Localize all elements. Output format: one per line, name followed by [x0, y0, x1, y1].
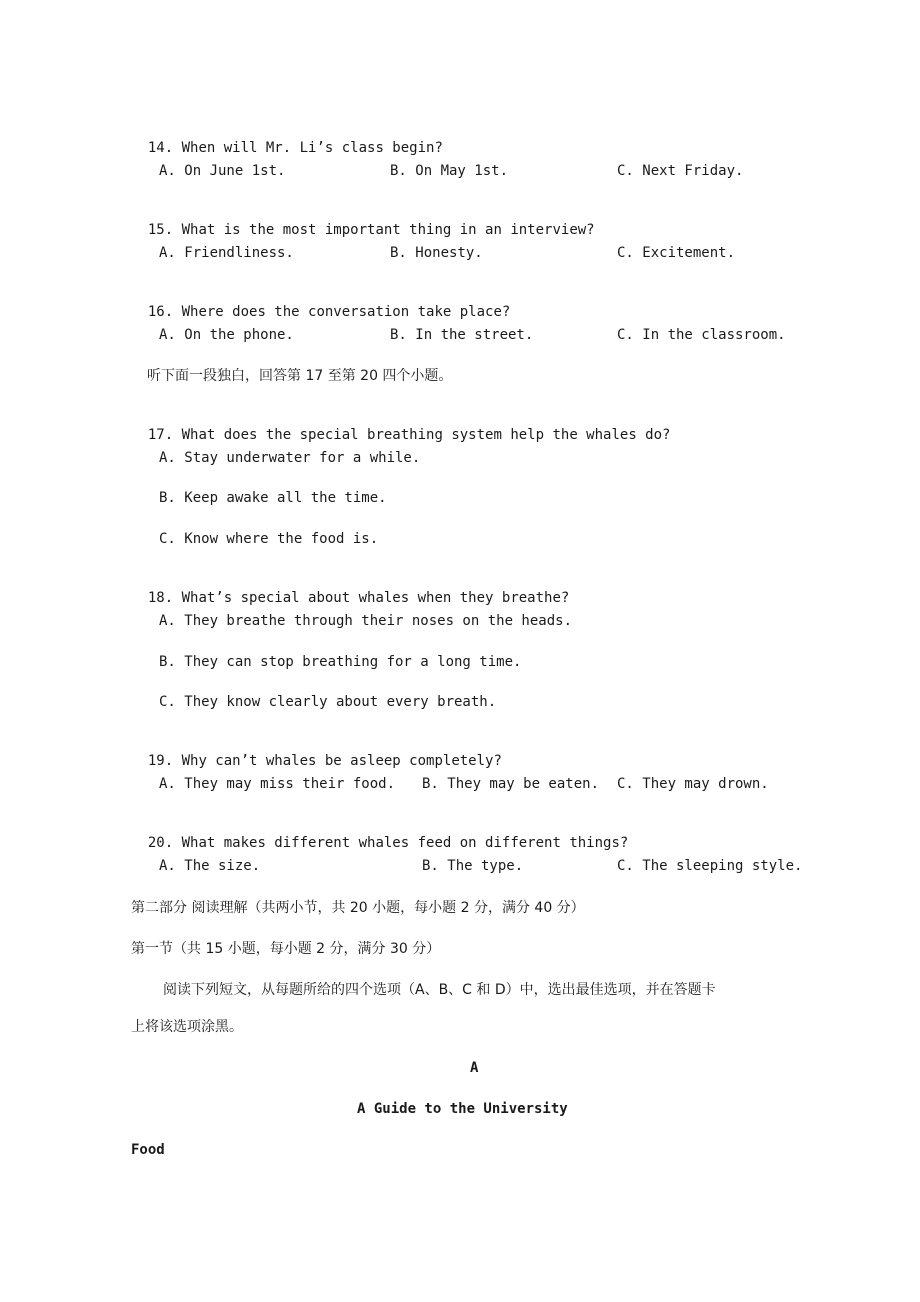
option-a[interactable]: A. They breathe through their noses on the heads. [159, 613, 573, 629]
option-c[interactable]: C. They may drown. [617, 776, 769, 792]
option-b[interactable]: B. They may be eaten. [422, 776, 600, 792]
option-b[interactable]: B. On May 1st. [390, 163, 509, 179]
question-14: 14. When will Mr. Li’s class begin? [147, 140, 443, 156]
reading-instruction-cont: 上将该选项涂黑。 [131, 1019, 243, 1035]
monologue-instruction: 听下面一段独白，回答第 17 至第 20 四个小题。 [147, 368, 453, 384]
option-a[interactable]: A. Stay underwater for a while. [159, 450, 421, 466]
passage-title: A Guide to the University [357, 1101, 568, 1117]
section-food: Food [131, 1142, 165, 1158]
option-c[interactable]: C. In the classroom. [617, 327, 786, 343]
option-c[interactable]: C. Next Friday. [617, 163, 744, 179]
question-19: 19. Why can’t whales be asleep completely? [147, 753, 502, 769]
option-b[interactable]: B. In the street. [390, 327, 534, 343]
question-18: 18. What’s special about whales when they breathe? [147, 590, 570, 606]
option-b[interactable]: B. Keep awake all the time. [159, 490, 387, 506]
question-20: 20. What makes different whales feed on different things? [147, 835, 629, 851]
passage-label: A [470, 1060, 479, 1076]
option-c[interactable]: C. The sleeping style. [617, 858, 803, 874]
option-a[interactable]: A. On the phone. [159, 327, 294, 343]
option-b[interactable]: B. The type. [422, 858, 524, 874]
question-17: 17. What does the special breathing system help the whales do? [147, 427, 671, 443]
part2-heading: 第二部分 阅读理解（共两小节，共 20 小题，每小题 2 分，满分 40 分） [131, 900, 585, 916]
option-a[interactable]: A. The size. [159, 858, 261, 874]
section1-heading: 第一节（共 15 小题，每小题 2 分，满分 30 分） [131, 941, 441, 957]
option-a[interactable]: A. On June 1st. [159, 163, 286, 179]
reading-instruction: 阅读下列短文，从每题所给的四个选项（A、B、C 和 D）中，选出最佳选项，并在答题卡 [163, 982, 716, 998]
option-b[interactable]: B. Honesty. [390, 245, 483, 261]
question-16: 16. Where does the conversation take place? [147, 304, 511, 320]
option-b[interactable]: B. They can stop breathing for a long time. [159, 654, 522, 670]
option-a[interactable]: A. Friendliness. [159, 245, 294, 261]
option-c[interactable]: C. Excitement. [617, 245, 736, 261]
option-c[interactable]: C. Know where the food is. [159, 531, 379, 547]
question-15: 15. What is the most important thing in an interview? [147, 222, 595, 238]
option-c[interactable]: C. They know clearly about every breath. [159, 694, 497, 710]
option-a[interactable]: A. They may miss their food. [159, 776, 396, 792]
